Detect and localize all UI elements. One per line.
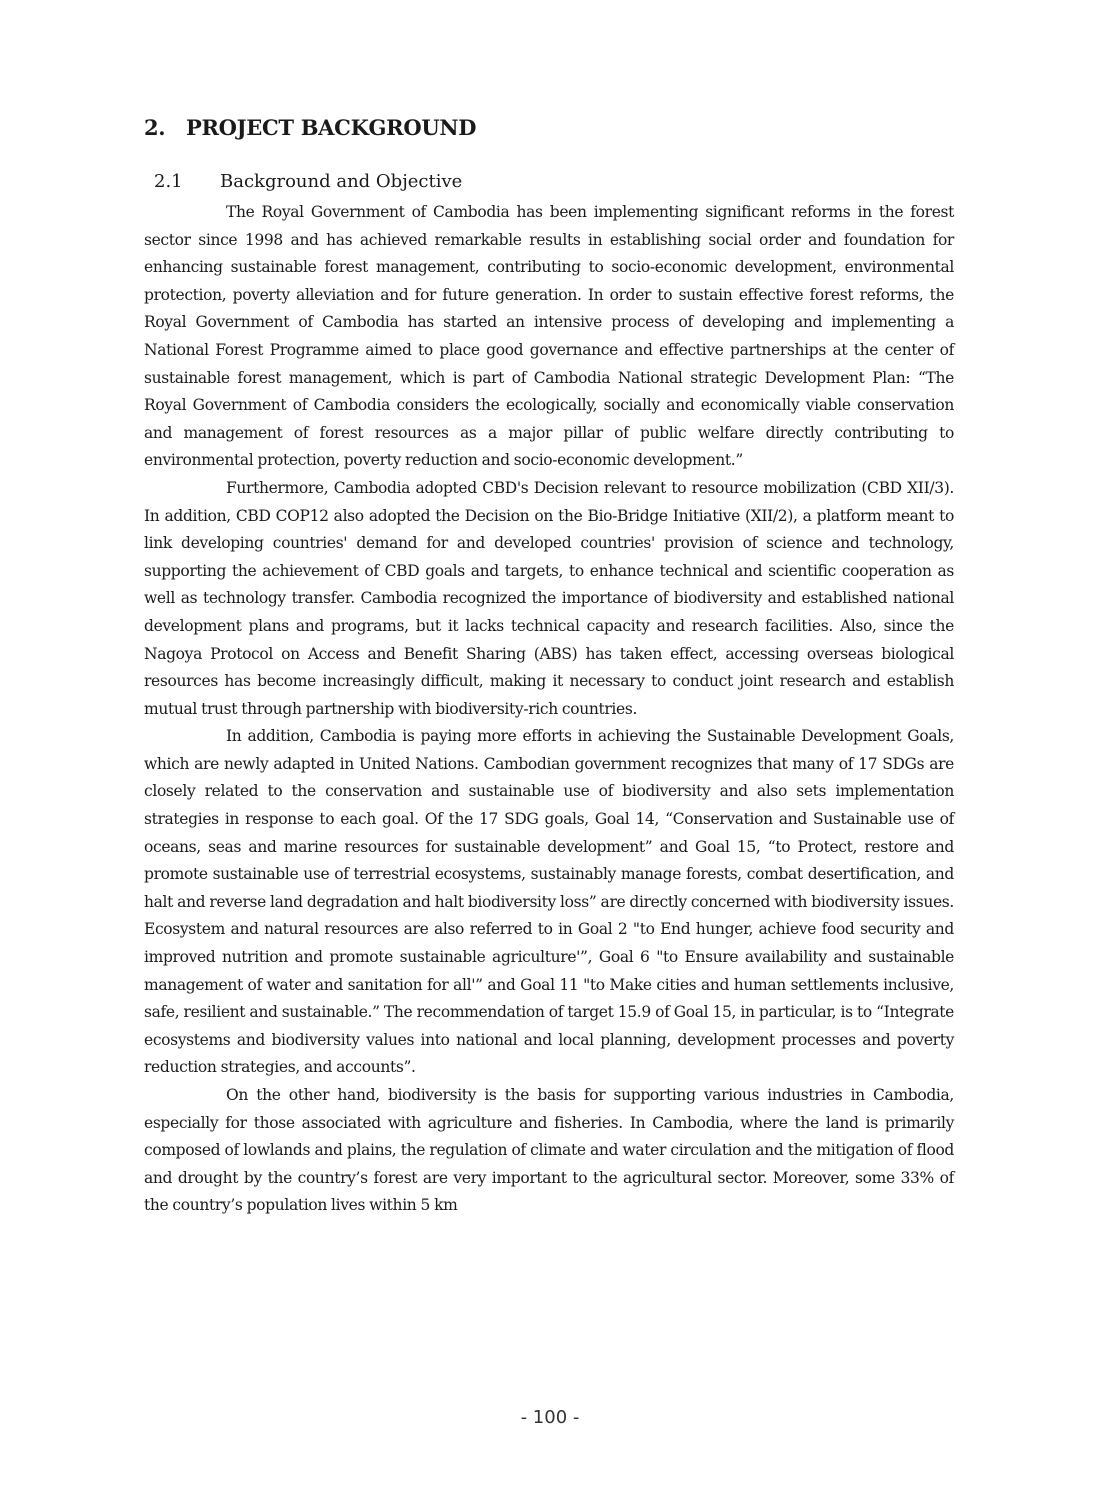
paragraph-1: The Royal Government of Cambodia has been implementing significant reforms in the forest sector since 1998 and has achieved remarkable results in establishing social order and foundation for enhancing sustainable forest management, contributing to socio-economic development, environmental protection, poverty alleviation and for future generation. In order to sustain effective forest reforms, the Royal Government of Cambodia has started an intensive process of developing and implementing a National Forest Programme aimed to place good governance and effective partnerships at the center of sustainable forest management, which is part of Cambodia National strategic Development Plan: “The Royal Government of Cambodia considers the ecologically, socially and economically viable conservation and management of forest resources as a major pillar of public welfare directly contributing to environmental protection, poverty reduction and socio-economic development.” — [144, 203, 954, 470]
body-text — [144, 199, 954, 1220]
paragraph-3: In addition, Cambodia is paying more efforts in achieving the Sustainable Development Goals, which are newly adapted in United Nations. Cambodian government recognizes that many of 17 SDGs are closely related to the conservation and sustainable use of biodiversity and also sets implementation strategies in response to each goal. Of the 17 SDG goals, Goal 14, “Conservation and Sustainable use of oceans, seas and marine resources for sustainable development” and Goal 15, “to Protect, restore and promote sustainable use of terrestrial ecosystems, sustainably manage forests, combat desertification, and halt and reverse land degradation and halt biodiversity loss” are directly concerned with biodiversity issues. Ecosystem and natural resources are also referred to in Goal 2 "to End hunger, achieve food security and improved nutrition and promote sustainable agriculture'”, Goal 6 "to Ensure availability and sustainable management of water and sanitation for all'” and Goal 11 "to Make cities and human settlements inclusive, safe, resilient and sustainable.” The recommendation of target 15.9 of Goal 15, in particular, is to “Integrate ecosystems and biodiversity values into national and local planning, development processes and poverty reduction strategies, and accounts”. — [144, 727, 954, 1077]
section-title: PROJECT BACKGROUND — [186, 115, 477, 140]
section-heading — [144, 112, 476, 144]
subsection-number: 2.1 — [154, 171, 183, 192]
paragraph-4: On the other hand, biodiversity is the basis for supporting various industries in Cambodia, especially for those associated with agriculture and fisheries. In Cambodia, where the land is primarily composed of lowlands and plains, the regulation of climate and water circulation and the mitigation of flood and drought by the country’s forest are very important to the agricultural sector. Moreover, some 33% of the country’s population lives within 5 km — [144, 1086, 954, 1215]
page-number: - 100 - — [520, 1407, 580, 1428]
paragraph-2: Furthermore, Cambodia adopted CBD's Decision relevant to resource mobilization (CBD XII/3). In addition, CBD COP12 also adopted the Decision on the Bio-Bridge Initiative (XII/2), a platform meant to link developing countries' demand for and developed countries' provision of science and technology, supporting the achievement of CBD goals and targets, to enhance technical and scientific cooperation as well as technology transfer. Cambodia recognized the importance of biodiversity and established national development plans and programs, but it lacks technical capacity and research facilities. Also, since the Nagoya Protocol on Access and Benefit Sharing (ABS) has taken effect, accessing overseas biological resources has become increasingly difficult, making it necessary to conduct joint research and establish mutual trust through partnership with biodiversity-rich countries. — [144, 478, 954, 718]
subsection-title: Background and Objective — [220, 171, 463, 192]
subsection-heading — [154, 168, 462, 196]
section-number: 2. — [144, 115, 166, 140]
